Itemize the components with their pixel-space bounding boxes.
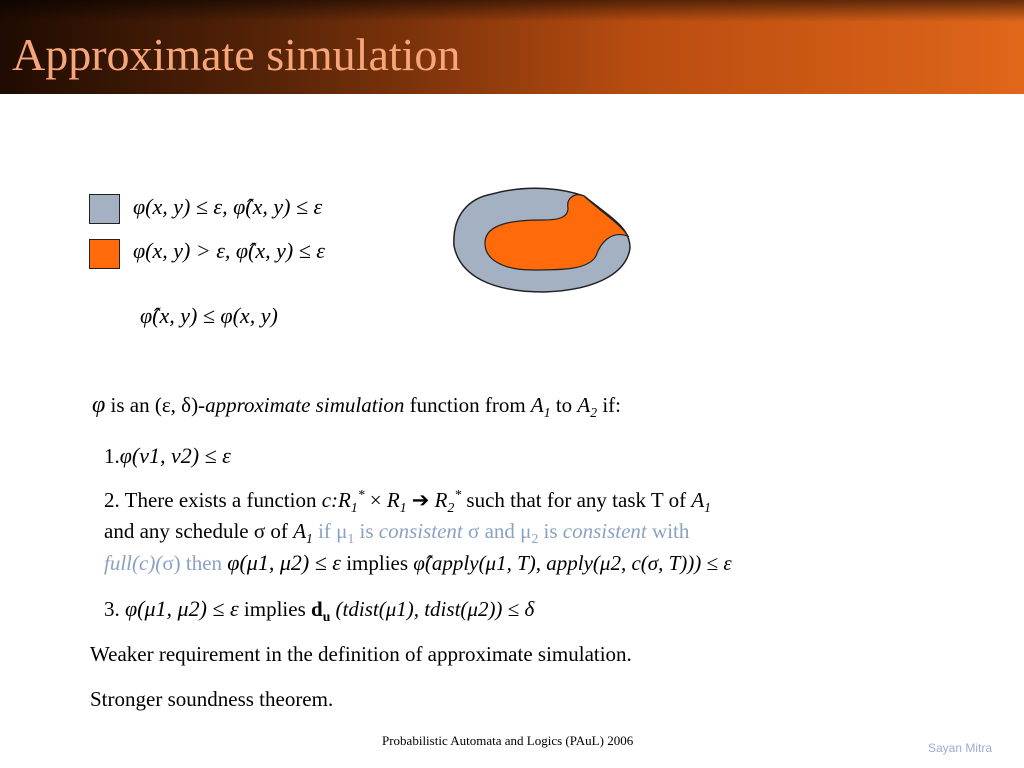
condition-2-line-2 [104, 519, 690, 547]
condition-2-label: 2. [104, 488, 120, 512]
definition-if: if: [602, 393, 621, 417]
relation-formula: φ̂(x, y) ≤ φ(x, y) [140, 303, 278, 328]
condition-2-formula-b: φ̂(apply(μ1, T), apply(μ2, c(σ, T))) ≤ ε [413, 551, 732, 575]
slide-footer: Probabilistic Automata and Logics (PAuL) 2006 [382, 733, 634, 748]
condition-3-label: 3. [104, 597, 120, 621]
if-mu: if μ [318, 519, 348, 543]
author-name: Sayan Mitra [927, 741, 992, 755]
schedule-r1-sub: 1 [399, 500, 407, 516]
condition-1-label: 1. [104, 444, 120, 468]
condition-2-implies: implies [346, 551, 409, 575]
definition-prefix: is an (ε, δ)- [110, 393, 206, 417]
note-stronger: Stronger soundness theorem. [90, 687, 334, 711]
schedule-r2-sub: 2 [447, 500, 455, 516]
schedule-automaton-sub: 1 [306, 531, 313, 547]
condition-2-such: such that for any task T of [466, 488, 687, 512]
task-automaton-sub: 1 [704, 500, 711, 516]
slide-title: Approximate simulation [12, 29, 461, 80]
metric-d: d [311, 597, 323, 621]
function-c-sup: * [357, 487, 365, 502]
condition-1 [104, 445, 231, 467]
definition-from: function from [409, 393, 526, 417]
condition-3 [104, 596, 535, 625]
consistent-1: consistent [378, 519, 463, 543]
legend-formula-orange: φ(x, y) > ε, φ̂(x, y) ≤ ε [133, 238, 325, 263]
function-c-sub: 1 [350, 500, 358, 516]
full-c: full(c)( [104, 551, 163, 575]
is-2: is [543, 519, 558, 543]
then-word: then [185, 551, 223, 575]
full-sigma: σ) [162, 551, 181, 575]
note-weaker: Weaker requirement in the definition of approximate simulation. [90, 642, 632, 666]
automaton-a1-sub: 1 [543, 405, 551, 421]
times-symbol: × [369, 488, 382, 512]
schedule-automaton: A [293, 519, 307, 543]
sigma-and-mu: σ and μ [468, 519, 532, 543]
with-word: with [652, 519, 690, 543]
legend-formula-gray: φ(x, y) ≤ ε, φ̂(x, y) ≤ ε [133, 194, 323, 219]
mu1-sub: 1 [347, 531, 355, 547]
task-automaton: A [691, 488, 705, 512]
phi-symbol: φ [92, 392, 106, 418]
condition-2-line-1 [104, 487, 711, 516]
condition-3-formula-a: φ(μ1, μ2) ≤ ε [125, 596, 239, 621]
is-1: is [359, 519, 374, 543]
definition-line [92, 392, 621, 421]
mu2-sub: 2 [531, 531, 539, 547]
automaton-a1: A [530, 393, 544, 417]
schedule-r2-sup: * [454, 487, 462, 502]
consistent-2: consistent [562, 519, 647, 543]
legend-swatch-orange [89, 239, 120, 269]
condition-2-intro: There exists a function [124, 488, 317, 512]
schedule-r1: R [386, 488, 400, 512]
condition-3-formula-b: (tdist(μ1), tdist(μ2)) ≤ δ [335, 597, 535, 621]
definition-term: approximate simulation [205, 393, 405, 417]
metric-d-sub: u [322, 609, 331, 625]
condition-1-formula: φ(ν1, ν2) ≤ ε [119, 443, 231, 468]
automaton-a2-sub: 2 [590, 405, 598, 421]
definition-to: to [555, 393, 573, 417]
arrow-icon: ➔ [411, 488, 430, 512]
condition-2-schedule: and any schedule σ of [104, 519, 288, 543]
condition-2-line-3 [104, 552, 732, 574]
region-diagram [452, 186, 634, 296]
condition-2-formula-a: φ(μ1, μ2) ≤ ε [227, 550, 341, 575]
automaton-a2: A [577, 393, 591, 417]
legend-swatch-gray [89, 194, 120, 224]
condition-3-implies: implies [243, 597, 306, 621]
function-c: c:R [321, 488, 351, 512]
schedule-r2: R [434, 488, 448, 512]
